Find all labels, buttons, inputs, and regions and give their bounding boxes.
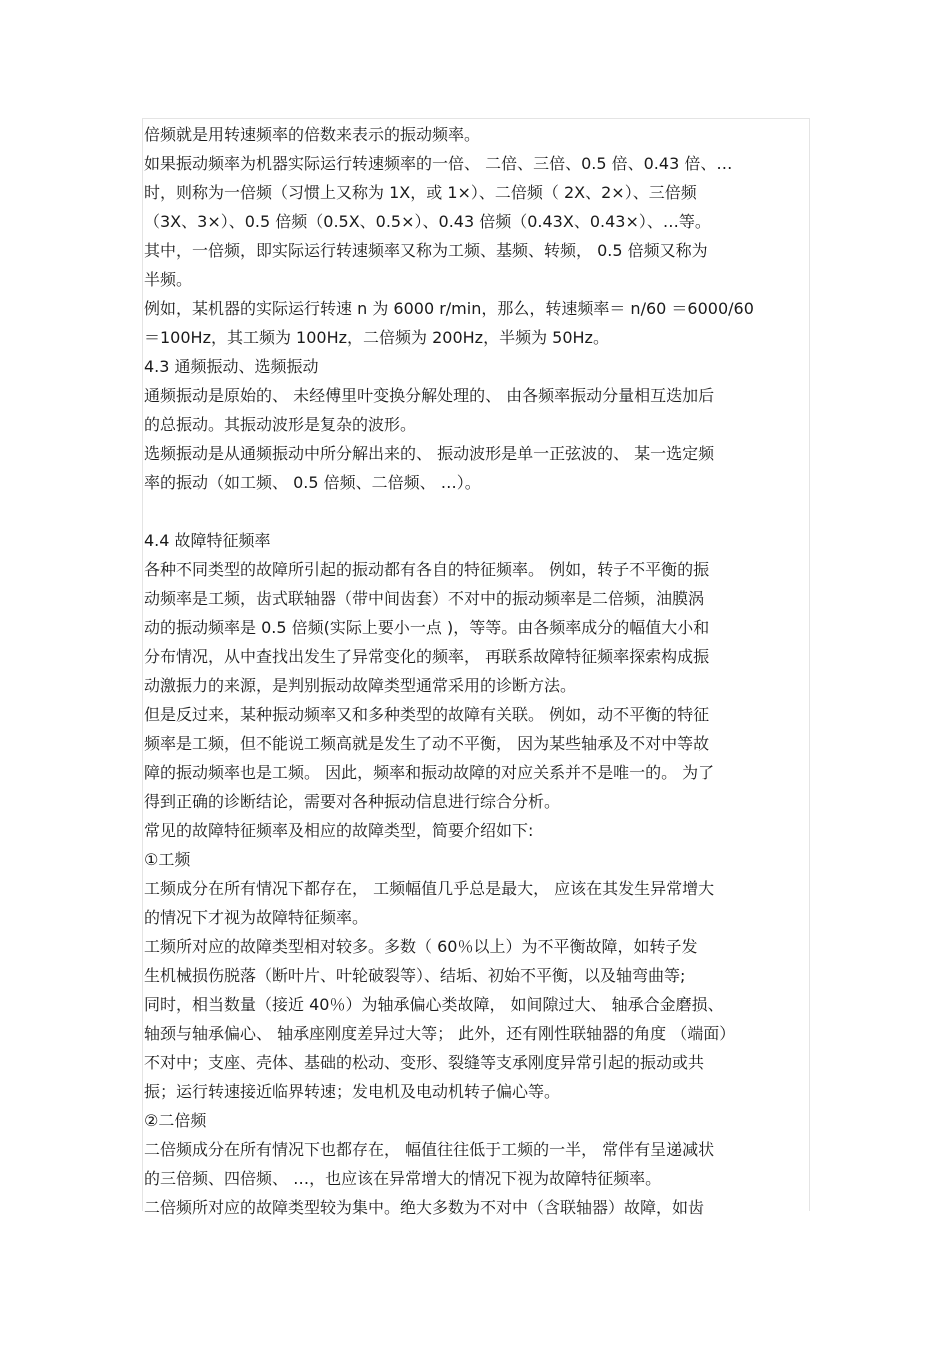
text-line: 的情况下才视为故障特征频率。	[144, 908, 369, 927]
text-line: 不对中；支座、壳体、基础的松动、变形、裂缝等支承刚度异常引起的振动或共	[144, 1053, 705, 1072]
text-line: 例如，某机器的实际运行转速 n 为 6000 r/min，那么，转速频率＝ n/60 ＝6000/60	[144, 299, 754, 318]
text-line: 生机械损伤脱落（断叶片、叶轮破裂等）、结垢、初始不平衡，以及轴弯曲等;	[144, 966, 686, 985]
text-line: 的三倍频、四倍频、 …，也应该在异常增大的情况下视为故障特征频率。	[144, 1169, 662, 1188]
text-line: 得到正确的诊断结论，需要对各种振动信息进行综合分析。	[144, 792, 561, 811]
list-heading: ②二倍频	[144, 1111, 207, 1130]
text-line: （3X、3×）、0.5 倍频（0.5X、0.5×）、0.43 倍频（0.43X、0.43×）、…等。	[144, 212, 711, 231]
text-line: 半频。	[144, 270, 193, 289]
text-line: 二倍频所对应的故障类型较为集中。绝大多数为不对中（含联轴器）故障，如齿	[144, 1198, 705, 1217]
text-line: 分布情况，从中查找出发生了异常变化的频率， 再联系故障特征频率探索构成振	[144, 647, 710, 666]
text-line: 如果振动频率为机器实际运行转速频率的一倍、 二倍、三倍、0.5 倍、0.43 倍、…	[144, 154, 733, 173]
text-line: 工频所对应的故障类型相对较多。多数（ 60％以上）为不平衡故障，如转子发	[144, 937, 698, 956]
section-heading: 4.3 通频振动、选频振动	[144, 357, 319, 376]
text-line: 通频振动是原始的、 未经傅里叶变换分解处理的、 由各频率振动分量相互迭加后	[144, 386, 715, 405]
text-line: 轴颈与轴承偏心、 轴承座刚度差异过大等； 此外，还有刚性联轴器的角度 （端面）	[144, 1024, 736, 1043]
text-line: 障的振动频率也是工频。 因此，频率和振动故障的对应关系并不是唯一的。 为了	[144, 763, 715, 782]
text-line: 频率是工频，但不能说工频高就是发生了动不平衡， 因为某些轴承及不对中等故	[144, 734, 710, 753]
text-line: 同时，相当数量（接近 40％）为轴承偏心类故障， 如间隙过大、 轴承合金磨损、	[144, 995, 724, 1014]
text-line: ＝100Hz，其工频为 100Hz，二倍频为 200Hz，半频为 50Hz。	[144, 328, 609, 347]
list-heading: ①工频	[144, 850, 191, 869]
text-line: 其中，一倍频，即实际运行转速频率又称为工频、基频、转频， 0.5 倍频又称为	[144, 241, 708, 260]
section-heading: 4.4 故障特征频率	[144, 531, 271, 550]
text-line: 动的振动频率是 0.5 倍频(实际上要小一点 )，等等。由各频率成分的幅值大小和	[144, 618, 710, 637]
text-line: 动激振力的来源，是判别振动故障类型通常采用的诊断方法。	[144, 676, 577, 695]
text-line: 但是反过来，某种振动频率又和多种类型的故障有关联。 例如，动不平衡的特征	[144, 705, 710, 724]
text-line: 率的振动（如工频、 0.5 倍频、二倍频、 …）。	[144, 473, 481, 492]
text-line: 时，则称为一倍频（习惯上又称为 1X，或 1×）、二倍频（ 2X、2×）、三倍频	[144, 183, 697, 202]
text-line: 各种不同类型的故障所引起的振动都有各自的特征频率。 例如，转子不平衡的振	[144, 560, 710, 579]
text-line: 工频成分在所有情况下都存在， 工频幅值几乎总是最大， 应该在其发生异常增大	[144, 879, 715, 898]
text-line: 倍频就是用转速频率的倍数来表示的振动频率。	[144, 125, 481, 144]
blank-line	[144, 497, 812, 526]
text-line: 常见的故障特征频率及相应的故障类型，简要介绍如下:	[144, 821, 534, 840]
text-line: 动频率是工频，齿式联轴器（带中间齿套）不对中的振动频率是二倍频，油膜涡	[144, 589, 705, 608]
text-line: 选频振动是从通频振动中所分解出来的、 振动波形是单一正弦波的、 某一选定频	[144, 444, 715, 463]
document-body	[144, 120, 812, 1222]
text-line: 振；运行转速接近临界转速；发电机及电动机转子偏心等。	[144, 1082, 561, 1101]
text-line: 二倍频成分在所有情况下也都存在， 幅值往往低于工频的一半， 常伴有呈递减状	[144, 1140, 715, 1159]
text-line: 的总振动。其振动波形是复杂的波形。	[144, 415, 417, 434]
